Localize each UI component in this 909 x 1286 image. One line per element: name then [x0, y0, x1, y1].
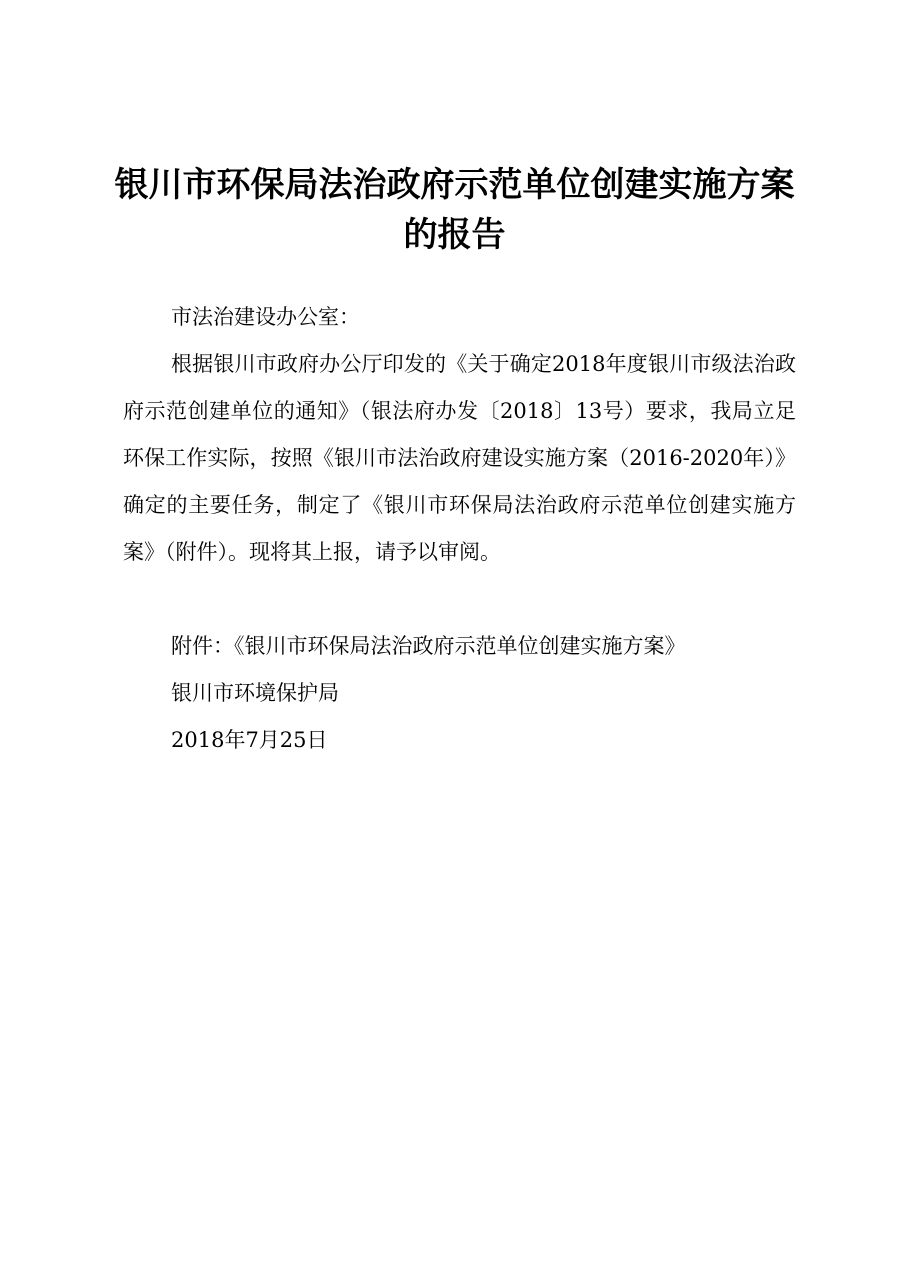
attachment-line: 附件：《银川市环保局法治政府示范单位创建实施方案》 — [171, 634, 686, 658]
document-title-line-1: 银川市环保局法治政府示范单位创建实施方案 — [114, 165, 795, 205]
document-title-line-2: 的报告 — [403, 215, 506, 255]
document-date: 2018年7月25日 — [171, 728, 328, 752]
body-paragraph: 根据银川市政府办公厅印发的《关于确定2018年度银川市级法治政府示范创建单位的通知》（银法府办发〔2018〕13号）要求，我局立足环保工作实际，按照《银川市法治政府建设实施方案（2016-2020年）》确定的主要任务，制定了《银川市环保局法治政府示范单位创建实施方案》（附件）。现将其上报，请予以审阅。 — [123, 352, 796, 564]
salutation: 市法治建设办公室： — [171, 305, 360, 329]
signing-organization: 银川市环境保护局 — [171, 681, 339, 705]
